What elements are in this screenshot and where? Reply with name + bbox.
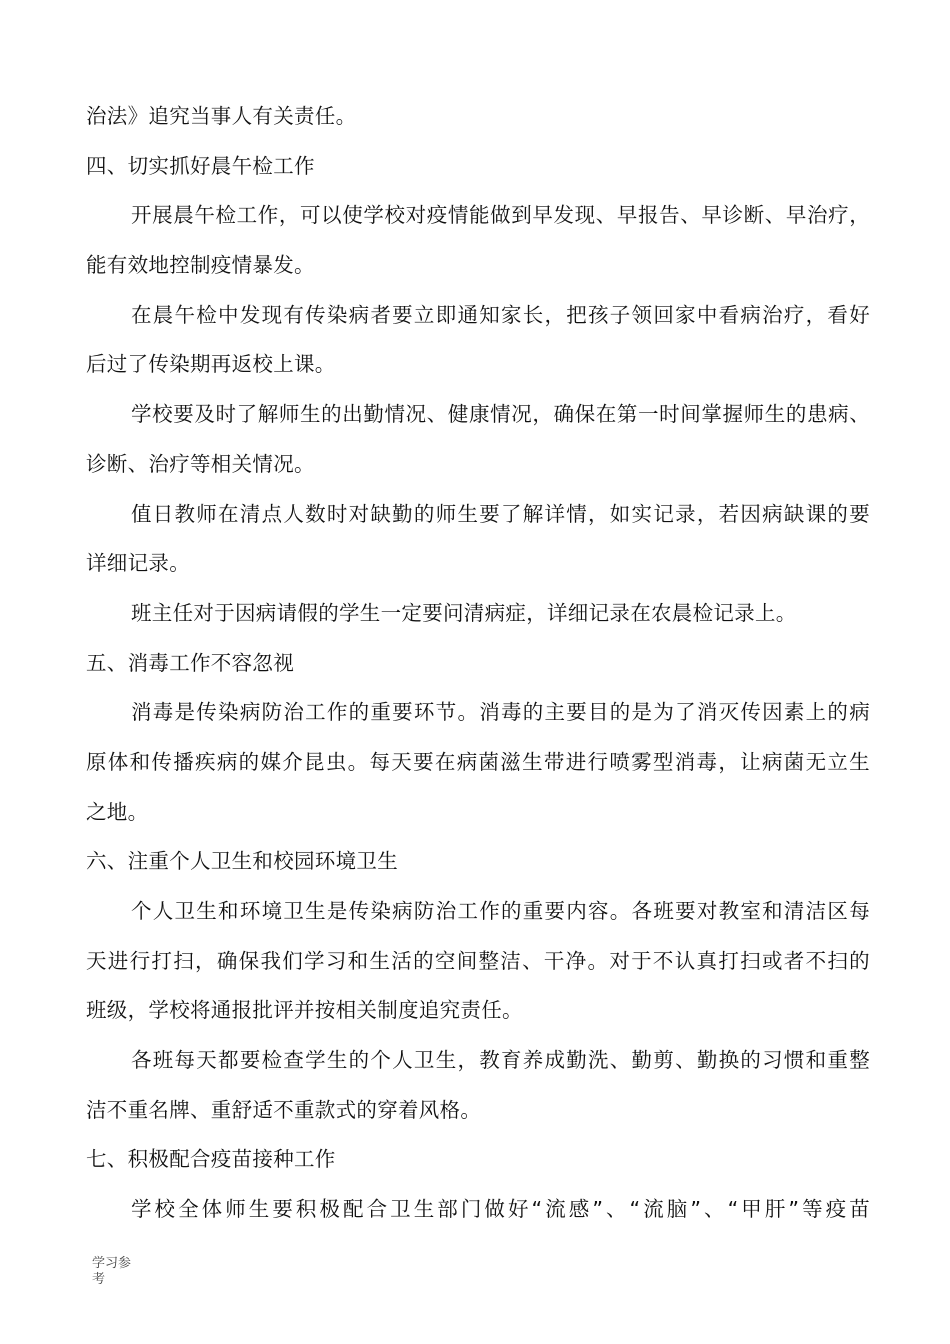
paragraph-line: 后过了传染期再返校上课。 [86,352,336,377]
paragraph-line: 各班每天都要检查学生的个人卫生，教育养成勤洗、勤剪、勤换的习惯和重整 [131,1048,870,1073]
paragraph-line: 原体和传播疾病的媒介昆虫。每天要在病菌滋生带进行喷雾型消毒，让病菌无立生 [86,749,870,774]
document-body [86,92,870,1235]
section-heading-4: 四、切实抓好晨午检工作 [86,153,315,178]
section-heading-7: 七、积极配合疫苗接种工作 [86,1147,336,1172]
paragraph-line: 天进行打扫，确保我们学习和生活的空间整洁、干净。对于不认真打扫或者不扫的 [86,948,870,973]
paragraph-line: 消毒是传染病防治工作的重要环节。消毒的主要目的是为了消灭传因素上的病 [131,700,870,725]
paragraph-line: 开展晨午检工作，可以使学校对疫情能做到早发现、早报告、早诊断、早治疗， [131,203,870,228]
paragraph-line: 学校要及时了解师生的出勤情况、健康情况，确保在第一时间掌握师生的患病、 [131,402,870,427]
paragraph-line: 诊断、治疗等相关情况。 [86,451,315,476]
paragraph-line: 洁不重名牌、重舒适不重款式的穿着风格。 [86,1097,482,1122]
section-heading-6: 六、注重个人卫生和校园环境卫生 [86,849,398,874]
paragraph-continuation: 治法》追究当事人有关责任。 [86,104,357,128]
paragraph-line: 值日教师在清点人数时对缺勤的师生要了解详情，如实记录，若因病缺课的要 [131,501,870,526]
page-footer [92,1256,144,1288]
paragraph-line: 个人卫生和环境卫生是传染病防治工作的重要内容。各班要对教室和清洁区每 [131,899,870,923]
paragraph-line: 班级，学校将通报批评并按相关制度追究责任。 [86,998,523,1023]
paragraph-line: 在晨午检中发现有传染病者要立即通知家长，把孩子领回家中看病治疗，看好 [131,302,870,327]
footer-line: 学习参 [92,1256,132,1271]
paragraph-line: 班主任对于因病请假的学生一定要问清病症，详细记录在农晨检记录上。 [131,600,797,625]
footer-line: 考 [92,1272,106,1287]
paragraph-line: 学校全体师生要积极配合卫生部门做好“流感”、“流脑”、“甲肝”等疫苗 [131,1197,870,1222]
paragraph-line: 能有效地控制疫情暴发。 [86,253,315,278]
paragraph-line: 之地。 [86,799,149,824]
section-heading-5: 五、消毒工作不容忽视 [86,650,294,675]
paragraph-line: 详细记录。 [86,551,190,576]
